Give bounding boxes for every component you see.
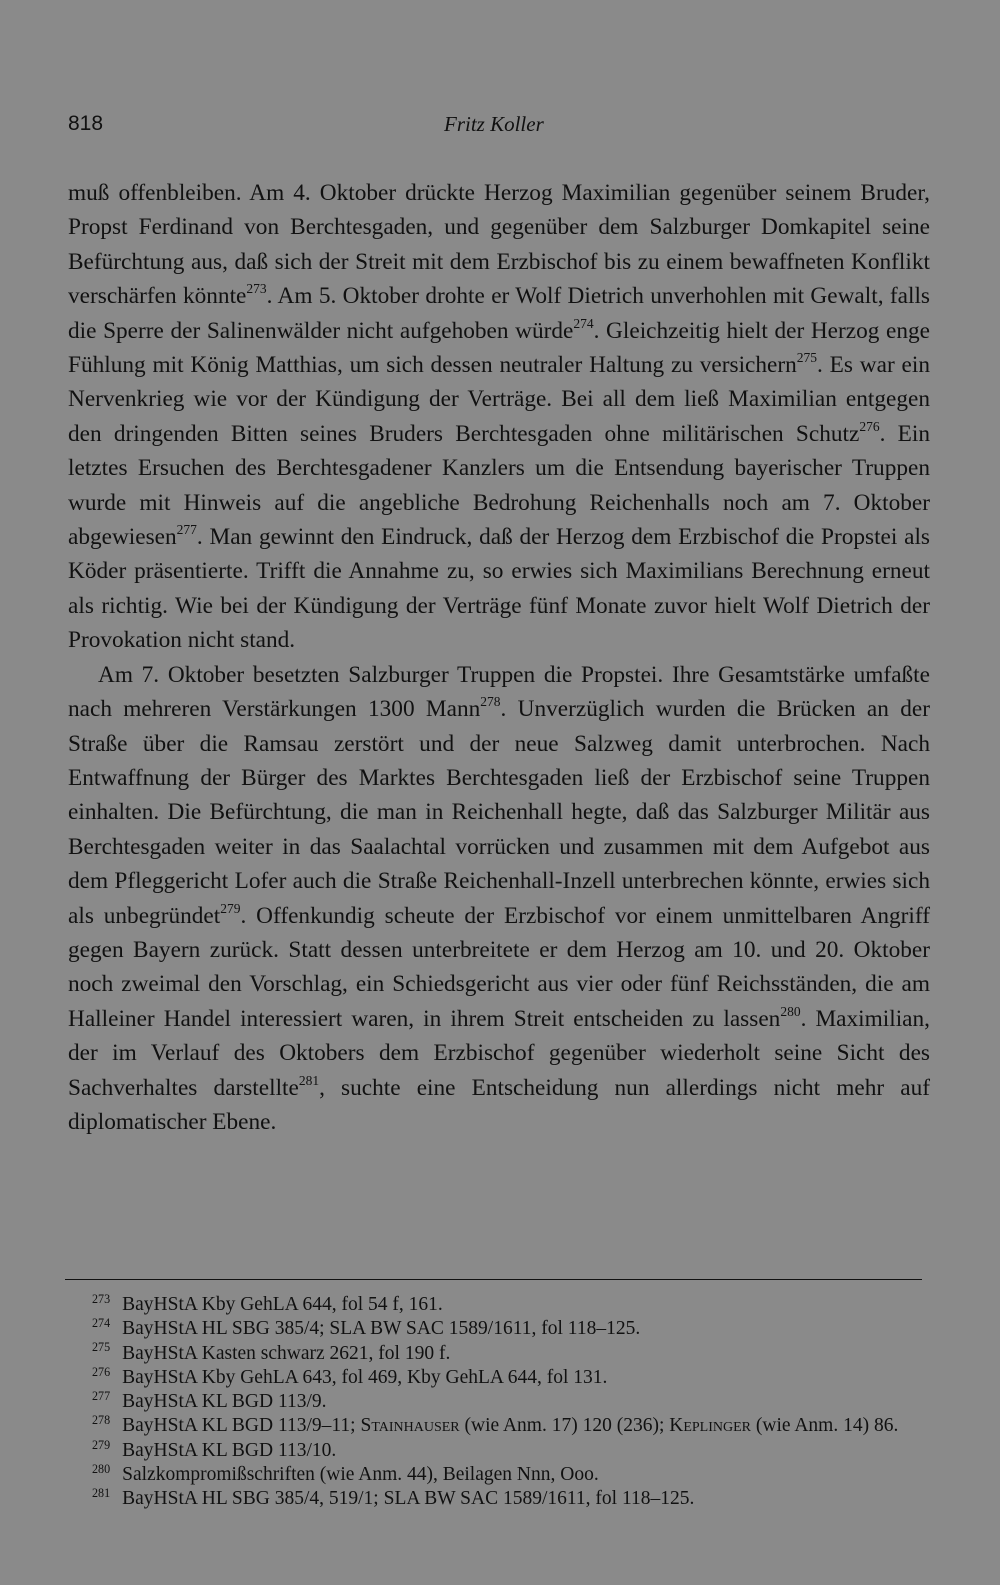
footnote-number: 276 — [92, 1364, 111, 1379]
footnote-281 — [65, 1487, 925, 1511]
text-run: muß offenbleiben. Am 4. Oktober drückte Herzog Maximilian gegenüber seinem Bruder, Propst Ferdinand von Berchtesgaden, und gegenüber dem Salzburger Domkapitel seine Befürchtung aus, daß sich der Streit mit dem Erzbischof bis zu einem bewaffneten Konflikt verschärfen könnte — [68, 180, 930, 310]
footnote-number: 277 — [92, 1388, 111, 1403]
footnote-ref-278[interactable]: 278 — [480, 693, 501, 709]
footnote-number: 275 — [92, 1340, 111, 1355]
text-run: . Offenkundig scheute der Erzbischof vor einem unmittelbaren Angriff gegen Bayern zurück. Statt dessen unterbreitete er dem Herzog am 10. und 20. Oktober noch zweimal den Vorschlag, ein Schiedsgericht aus vier oder fünf Reichsständen, die am Halleiner Handel interessiert waren, in ihrem Streit entscheiden zu lassen — [68, 902, 930, 1032]
footnote-ref-273[interactable]: 273 — [246, 281, 267, 297]
footnote-number: 278 — [92, 1413, 111, 1428]
footnote-text: BayHStA KL BGD 113/10. — [122, 1439, 337, 1461]
paragraph-2 — [68, 658, 930, 1140]
text-run: . Gleichzeitig hielt der Herzog enge Fühlung mit König Matthias, um sich dessen neutraler Haltung zu versichern — [68, 317, 930, 379]
text-run: , suchte eine Entscheidung nun allerdings nicht mehr auf diplomatischer Ebene. — [68, 1074, 930, 1135]
footnote-ref-276[interactable]: 276 — [859, 418, 880, 434]
footnote-text: BayHStA HL SBG 385/4; SLA BW SAC 1589/1611, fol 118–125. — [122, 1318, 641, 1340]
text-run: . Maximilian, der im Verlauf des Oktobers dem Erzbischof gegenüber wiederholt seine Sicht des Sachverhaltes darstellte — [68, 1005, 930, 1101]
footnote-277 — [65, 1390, 925, 1414]
footnote-273 — [65, 1293, 925, 1317]
footnote-text: BayHStA Kby GehLA 644, fol 54 f, 161. — [122, 1294, 443, 1315]
footnote-ref-275[interactable]: 275 — [796, 349, 818, 365]
footnote-text: BayHStA Kby GehLA 643, fol 469, Kby GehLA 644, fol 131. — [122, 1366, 608, 1388]
footnote-278 — [65, 1414, 925, 1438]
footnote-number: 281 — [92, 1486, 111, 1501]
footnote-text: BayHStA Kasten schwarz 2621, fol 190 f. — [122, 1342, 451, 1364]
footnote-text: BayHStA KL BGD 113/9–11; — [122, 1415, 361, 1437]
text-run: . Am 5. Oktober drohte er Wolf Dietrich unverhohlen mit Gewalt, falls die Sperre der Salinenwälder nicht aufgehoben würde — [68, 283, 930, 344]
footnote-text: (wie Anm. 17) 120 (236); — [459, 1415, 670, 1437]
footnote-divider — [65, 1279, 922, 1280]
author-name: Stainhauser — [360, 1415, 460, 1437]
footnote-279 — [65, 1439, 925, 1463]
footnote-ref-277[interactable]: 277 — [176, 521, 197, 537]
text-run: . Unverzüglich wurden die Brücken an der Straße über die Ramsau zerstört und der neue Salzweg damit unterbrochen. Nach Entwaffnung der Bürger des Marktes Berchtesgaden ließ der Erzbischof seine Truppen einhalten. Die Befürchtung, die man in Reichenhall hegte, daß das Salzburger Militär aus Berchtesgaden weiter in das Saalachtal vorrücken und zusammen mit dem Aufgebot aus dem Pfleggericht Lofer auch die Straße Reichenhall-Inzell unterbrechen könnte, erwies sich als unbegründet — [68, 696, 930, 929]
footnote-ref-274[interactable]: 274 — [573, 315, 594, 331]
author-name: Keplinger — [669, 1415, 751, 1437]
footnote-text: Salzkompromißschriften (wie Anm. 44), Beilagen Nnn, Ooo. — [122, 1464, 599, 1486]
footnote-number: 280 — [92, 1461, 111, 1476]
footnote-text: (wie Anm. 14) 86. — [751, 1415, 899, 1437]
footnote-275 — [65, 1342, 925, 1366]
footnotes — [65, 1293, 925, 1512]
running-head — [68, 112, 544, 140]
running-title: Fritz Koller — [444, 112, 544, 136]
footnote-ref-280[interactable]: 280 — [780, 1003, 801, 1019]
footnote-ref-281[interactable]: 281 — [298, 1072, 320, 1088]
text-run: . Es war ein Nervenkrieg wie vor der Kündigung der Verträge. Bei all dem ließ Maximilian entgegen den dringenden Bitten seines Bruders Berchtesgaden ohne militärischen Schutz — [68, 352, 930, 447]
footnote-text: BayHStA KL BGD 113/9. — [122, 1391, 327, 1413]
text-run: . Ein letztes Ersuchen des Berchtesgadener Kanzlers um die Entsendung bayerischer Truppen wurde mit Hinweis auf die angebliche Bedrohung Reichenhalls noch am 7. Oktober abgewiesen — [68, 420, 930, 551]
footnote-text: BayHStA HL SBG 385/4, 519/1; SLA BW SAC 1589/1611, fol 118–125. — [122, 1488, 695, 1510]
text-run: Am 7. Oktober besetzten Salzburger Truppen die Propstei. Ihre Gesamtstärke umfaßte nach mehreren Verstärkungen 1300 Mann — [68, 661, 930, 723]
body-text — [68, 176, 930, 1139]
footnote-274 — [65, 1317, 925, 1341]
footnote-number: 273 — [92, 1291, 111, 1306]
footnote-number: 279 — [92, 1437, 111, 1452]
page-number: 818 — [68, 112, 104, 135]
paragraph-1 — [68, 176, 930, 658]
footnote-280 — [65, 1463, 925, 1487]
footnote-276 — [65, 1366, 925, 1390]
text-run: . Man gewinnt den Eindruck, daß der Herzog dem Erzbischof die Propstei als Köder präsentierte. Trifft die Annahme zu, so erwies sich Maximilians Berechnung erneut als richtig. Wie bei der Kündigung der Verträge fünf Monate zuvor hielt Wolf Dietrich der Provokation nicht stand. — [68, 524, 930, 654]
footnote-ref-279[interactable]: 279 — [220, 900, 241, 916]
footnote-number: 274 — [92, 1316, 111, 1331]
